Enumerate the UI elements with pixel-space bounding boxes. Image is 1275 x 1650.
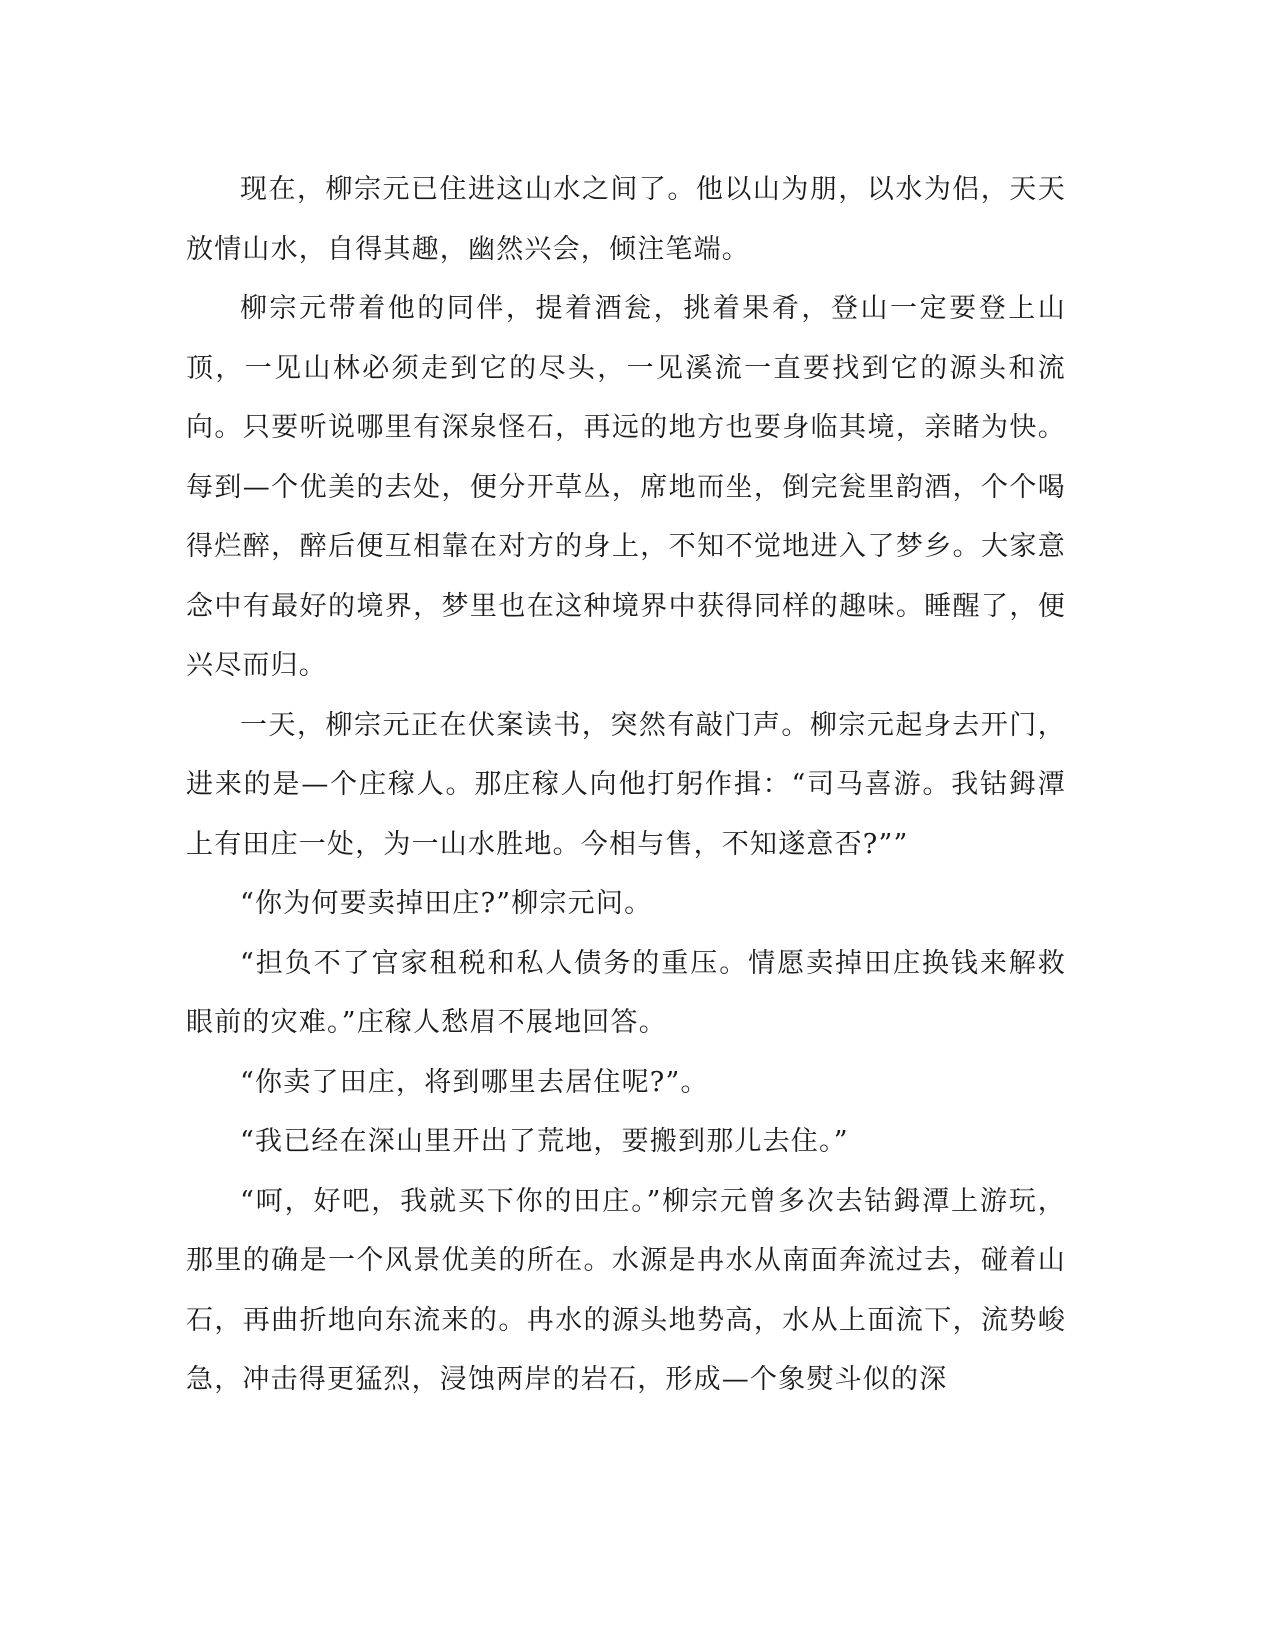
paragraph-3: 一天，柳宗元正在伏案读书，突然有敲门声。柳宗元起身去开门，进来的是—个庄稼人。那庄稼人向他打躬作揖：“司马喜游。我钴鉧潭上有田庄一处，为一山水胜地。今相与售，不知遂意否?”” — [186, 709, 1066, 860]
paragraph-5: “担负不了官家租税和私人债务的重压。情愿卖掉田庄换钱来解救眼前的灾难。”庄稼人愁眉不展地回答。 — [186, 947, 1066, 1038]
paragraph-4: “你为何要卖掉田庄?”柳宗元问。 — [240, 888, 653, 919]
paragraph-2: 柳宗元带着他的同伴，提着酒瓮，挑着果肴，登山一定要登上山顶，一见山林必须走到它的尽头，一见溪流一直要找到它的源头和流向。只要听说哪里有深泉怪石，再远的地方也要身临其境，亲睹为快。每到—个优美的去处，便分开草丛，席地而坐，倒完瓮里韵酒，个个喝得烂醉，醉后便互相靠在对方的身上，不知不觉地进入了梦乡。大家意念中有最好的境界，梦里也在这种境界中获得同样的趣味。睡醒了，便兴尽而归。 — [186, 293, 1066, 681]
paragraph-8: “呵，好吧，我就买下你的田庄。”柳宗元曾多次去钴鉧潭上游玩，那里的确是一个风景优美的所在。水源是冉水从南面奔流过去，碰着山石，再曲折地向东流来的。冉水的源头地势高，水从上面流下，流势峻急，冲击得更猛烈，浸蚀两岸的岩石，形成—个象熨斗似的深 — [186, 1185, 1066, 1395]
paragraph-7: “我已经在深山里开出了荒地，要搬到那儿去住。” — [240, 1126, 849, 1157]
paragraph-1: 现在，柳宗元已住进这山水之间了。他以山为朋，以水为侣，天天放情山水，自得其趣，幽然兴会，倾注笔端。 — [186, 174, 1066, 265]
body-text — [186, 160, 1066, 1410]
paragraph-6: “你卖了田庄，将到哪里去居住呢?”。 — [240, 1066, 709, 1098]
